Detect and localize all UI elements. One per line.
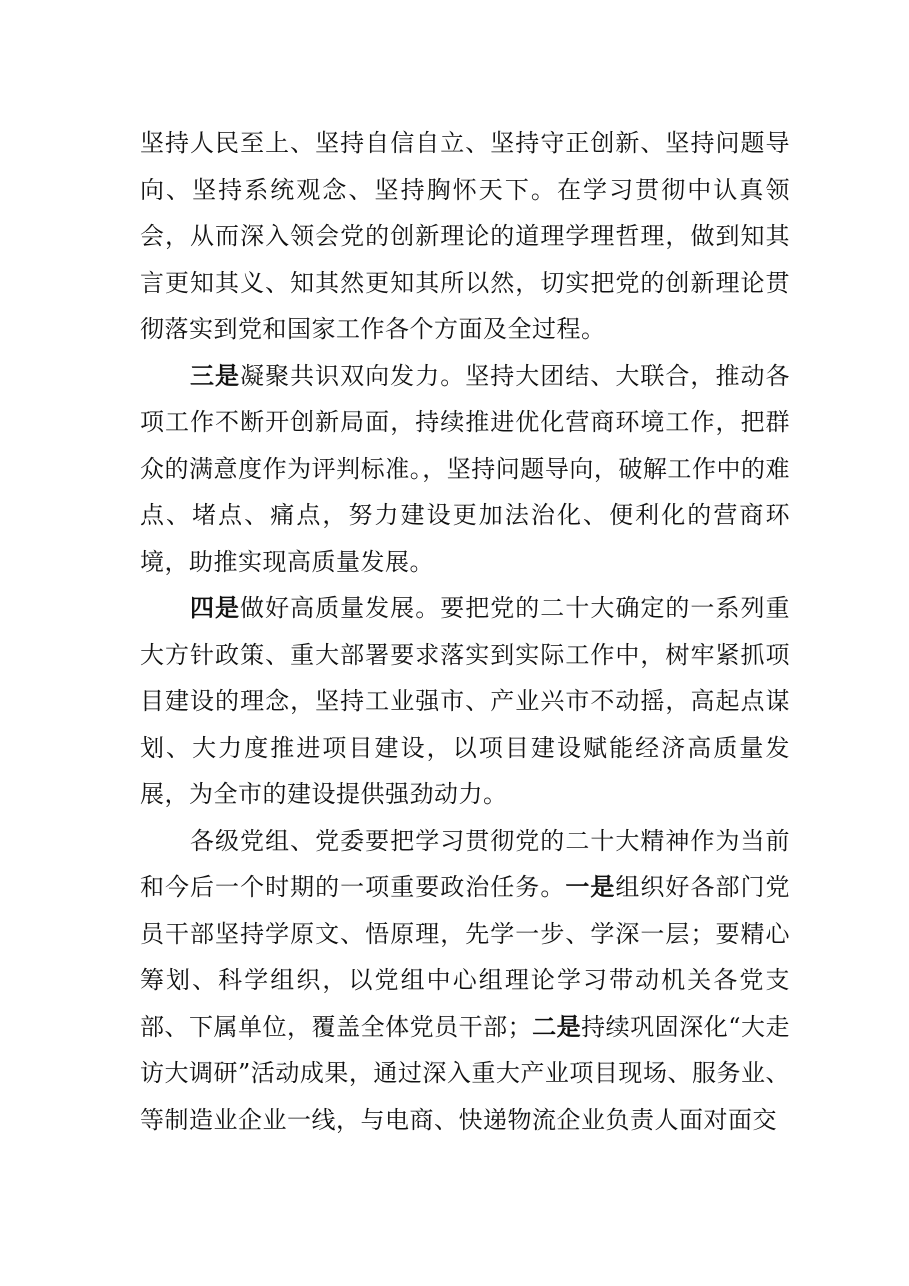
paragraph-text: 做好高质量发展。要把党的二十大确定的一系列重大方针政策、重大部署要求落实到实际工作中，树牢紧抓项目建设的理念，坚持工业强市、产业兴市不动摇，高起点谋划、大力度推进项目建设，以项目建设赋能经济高质量发展，为全市的建设提供强劲动力。 [140, 594, 791, 808]
paragraph-continuation [140, 120, 790, 353]
paragraph-text: 持续巩固深化“大走访大调研”活动成果，通过深入重大产业项目现场、服务业、等制造业企业一线，与电商、快递物流企业负责人面对面交 [140, 1012, 790, 1134]
paragraph-lead: 二是 [532, 1012, 582, 1041]
paragraph-lead: 三是 [190, 361, 241, 390]
paragraph-point-four [140, 585, 790, 818]
paragraph-text: 各级党组、党委要把学习贯彻党的二十大精神作为当前和今后一个时期的一项重要政治任务。 [140, 826, 790, 901]
paragraph-point-three [140, 353, 790, 586]
paragraph-tasks [140, 818, 790, 1144]
document-page [140, 120, 790, 1143]
paragraph-lead: 一是 [565, 873, 616, 901]
paragraph-text: 坚持人民至上、坚持自信自立、坚持守正创新、坚持问题导向、坚持系统观念、坚持胸怀天下。在学习贯彻中认真领会，从而深入领会党的创新理论的道理学理哲理，做到知其言更知其义、知其然更知其所以然，切实把党的创新理论贯彻落实到党和国家工作各个方面及全过程。 [140, 129, 790, 343]
paragraph-text: 组织好各部门党员干部坚持学原文、悟原理，先学一步、学深一层；要精心筹划、科学组织，以党组中心组理论学习带动机关各党支部、下属单位，覆盖全体党员干部； [140, 873, 791, 1041]
paragraph-lead: 四是 [190, 594, 241, 622]
paragraph-text: 凝聚共识双向发力。坚持大团结、大联合，推动各项工作不断开创新局面，持续推进优化营商环境工作，把群众的满意度作为评判标准。，坚持问题导向，破解工作中的难点、堵点、痛点，努力建设更加法治化、便利化的营商环境，助推实现高质量发展。 [140, 361, 791, 576]
